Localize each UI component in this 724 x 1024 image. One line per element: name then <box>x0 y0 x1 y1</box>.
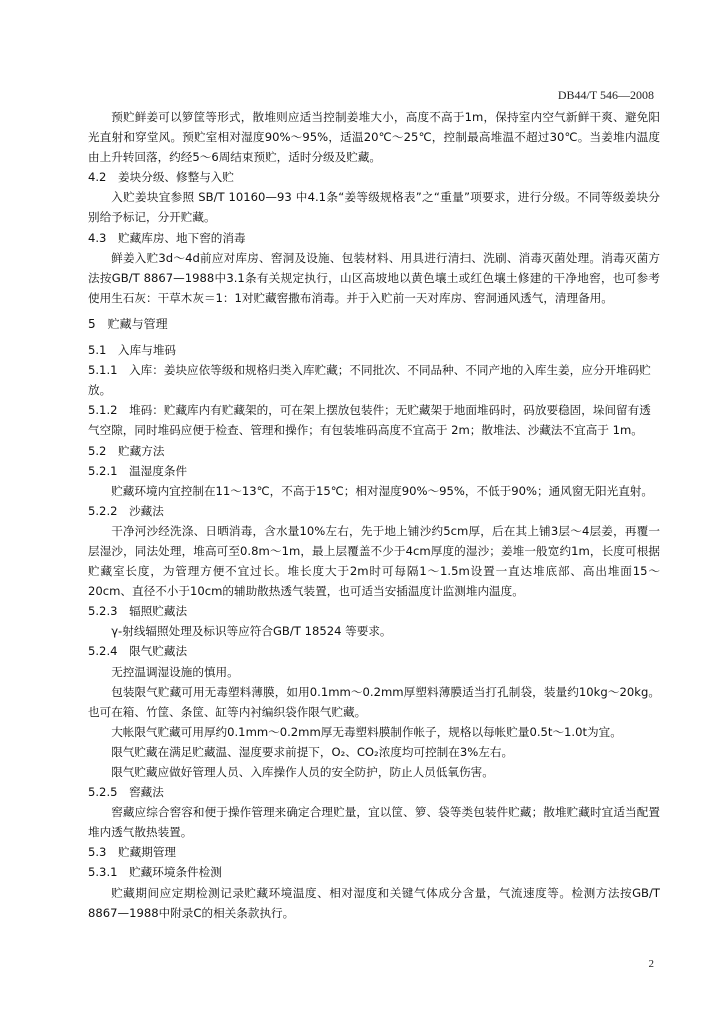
heading-5-2-3: 5.2.3 辐照贮藏法 <box>88 604 188 619</box>
heading-5-2-2: 5.2.2 沙藏法 <box>88 503 164 518</box>
heading-4-3: 4.3 贮藏库房、地下窖的消毒 <box>88 230 246 245</box>
paragraph-disinfection: 鲜姜入贮3d～4d前应对库房、窖洞及设施、包装材料、用具进行清扫、洗刷、消毒灭菌处理。消毒灭菌方法按GB/T 8867—1988中3.1条有关规定执行，山区高坡地以黄色壤土或红色壤土修建的干净地窖，也可参考使用生石灰：干草木灰＝1：1对贮藏窖撒布消毒。并于入贮前一天对库房、窖洞通风透气，清理备用。 <box>88 250 660 305</box>
heading-5-3-1: 5.3.1 贮藏环境条件检测 <box>88 865 222 880</box>
heading-4-2: 4.2 姜块分级、修整与入贮 <box>88 170 234 185</box>
heading-5: 5 贮藏与管理 <box>88 316 168 331</box>
paragraph-limited-gas-caution: 无控温调湿设施的慎用。 <box>111 664 239 679</box>
heading-5-2: 5.2 贮藏方法 <box>88 443 165 458</box>
paragraph-temperature-humidity: 贮藏环境内宜控制在11～13℃，不高于15℃；相对湿度90%～95%，不低于90%；通风窗无阳光直射。 <box>111 483 653 498</box>
heading-5-1: 5.1 入库与堆码 <box>88 343 177 358</box>
paragraph-tent-limited-gas: 大帐限气贮藏可用厚约0.1mm～0.2mm厚无毒塑料膜制作帐子，规格以每帐贮量0.5t～1.0t为宜。 <box>111 724 622 739</box>
clause-5-1-1: 5.1.1 入库：姜块应依等级和规格归类入库贮藏；不同批次、不同品种、不同产地的入库生姜，应分开堆码贮放。 <box>88 363 651 398</box>
paragraph-sand-storage: 干净河沙经洗涤、日晒消毒，含水量10%左右，先于地上铺沙约5cm厚，后在其上铺3层～4层姜，再覆一层湿沙，同法处理，堆高可至0.8m～1m，最上层覆盖不少于4cm厚度的湿沙；姜堆一般宽约1m，长度可根据贮藏室长度，为管理方便不宜过长。堆长度大于2m时可每隔1～1.5m设置一直达堆底部、高出堆面15～20cm、直径不小于10cm的辅助散热透气装置，也可适当安插温度计监测堆内温度。 <box>88 523 660 599</box>
paragraph-gas-concentration: 限气贮藏在满足贮藏温、湿度要求前提下，O₂、CO₂浓度均可控制在3%左右。 <box>111 744 514 759</box>
clause-5-1-2: 5.1.2 堆码：贮藏库内有贮藏架的，可在架上摆放包装件；无贮藏架于地面堆码时，码放要稳固，垛间留有透气空隙，同时堆码应便于检查、管理和操作；有包装堆码高度不宜高于 2m；散堆法、沙藏法不宜高于 1m。 <box>88 403 651 438</box>
paragraph-package-limited-gas: 包装限气贮藏可用无毒塑料薄膜，如用0.1mm～0.2mm厚塑料薄膜适当打孔制袋，装量约10kg～20kg。也可在箱、竹筐、条筐、缸等内衬编织袋作限气贮藏。 <box>88 684 660 719</box>
paragraph-safety: 限气贮藏应做好管理人员、入库操作人员的安全防护，防止人员低氧伤害。 <box>111 765 494 779</box>
heading-5-3: 5.3 贮藏期管理 <box>88 845 177 860</box>
paragraph-grading: 入贮姜块宜参照 SB/T 10160—93 中4.1条“姜等级规格表”之“重量”项要求，进行分级。不同等级姜块分别给予标记，分开贮藏。 <box>88 190 660 225</box>
paragraph-irradiation: γ-射线辐照处理及标识等应符合GB/T 18524 等要求。 <box>111 624 392 639</box>
paragraph-pre-storage: 预贮鲜姜可以箩筐等形式，散堆则应适当控制姜堆大小，高度不高于1m，保持室内空气新鲜干爽、避免阳光直射和穿堂风。预贮室相对湿度90%～95%，适温20℃～25℃，控制最高堆温不超过30℃。当姜堆内温度由上升转回落，约经5～6周结束预贮，适时分级及贮藏。 <box>88 110 660 165</box>
heading-5-2-1: 5.2.1 温湿度条件 <box>88 463 188 478</box>
heading-5-2-4: 5.2.4 限气贮藏法 <box>88 644 188 659</box>
page-number: 2 <box>648 958 654 970</box>
standard-code-header: DB44/T 546—2008 <box>557 88 654 102</box>
paragraph-environment-monitoring: 贮藏期间应定期检测记录贮藏环境温度、相对湿度和关键气体成分含量，气流速度等。检测方法按GB/T 8867—1988中附录C的相关条款执行。 <box>88 885 660 920</box>
paragraph-cellar-storage: 窖藏应综合窖容和便于操作管理来确定合理贮量，宜以筐、箩、袋等类包装件贮藏；散堆贮藏时宜适当配置堆内透气散热装置。 <box>88 805 660 840</box>
heading-5-2-5: 5.2.5 窖藏法 <box>88 785 164 800</box>
document-body <box>88 107 660 923</box>
